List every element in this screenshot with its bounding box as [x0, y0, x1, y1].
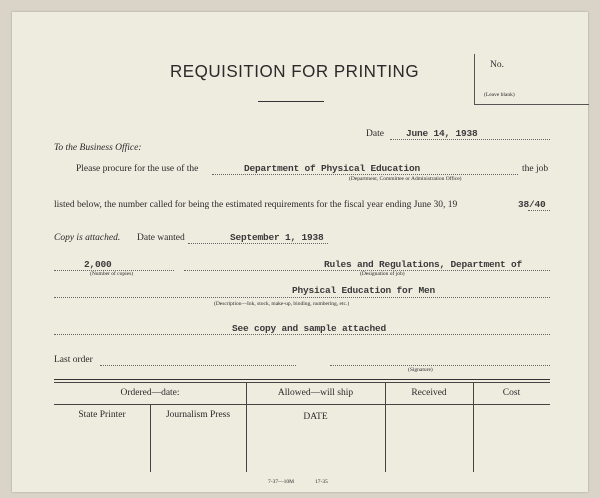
fiscal-year: 38/40 [518, 199, 546, 210]
table-top-rule-2 [54, 382, 550, 383]
signature-caption: (Signature) [408, 367, 433, 373]
listed-line: listed below, the number called for being the estimated requirements for the fiscal year ending June 30, 19 [54, 200, 458, 210]
description-caption: (Description—Ink, stock, make-up, binding, numbering, etc.) [214, 301, 350, 307]
date-wanted-label: Date wanted [137, 233, 185, 243]
header-allowed: Allowed—will ship [277, 388, 354, 398]
date-wanted-value: September 1, 1938 [230, 232, 324, 243]
procure-caption: (Department, Committee or Administration Office) [349, 176, 462, 182]
order-table [54, 379, 550, 472]
sub-date: DATE [303, 412, 328, 422]
table-header-rule [54, 404, 550, 405]
salutation: To the Business Office: [54, 143, 142, 153]
procure-value: Department of Physical Education [244, 163, 421, 174]
sub-state-printer: State Printer [78, 410, 126, 420]
copies-caption: (Number of copies) [90, 271, 134, 277]
number-label: No. [490, 60, 504, 70]
date-value: June 14, 1938 [406, 128, 478, 139]
signature-dots [330, 365, 550, 366]
sub-journalism-press: Journalism Press [165, 410, 231, 420]
job-line2: Physical Education for Men [292, 285, 436, 296]
last-order-label: Last order [54, 355, 93, 365]
header-received: Received [411, 388, 447, 398]
copy-attached: Copy is attached. [54, 233, 121, 243]
procure-prefix: Please procure for the use of the [76, 164, 199, 174]
fiscal-year-dots [528, 210, 550, 211]
job-line2-dots [54, 297, 550, 298]
form-code-2: 17-35 [315, 479, 328, 485]
date-wanted-dots [188, 243, 328, 244]
copies-value: 2,000 [84, 259, 112, 270]
date-dots [390, 139, 550, 140]
leave-blank-note: (Leave blank) [484, 92, 515, 98]
table-top-rule [54, 379, 550, 380]
last-order-dots [100, 365, 296, 366]
title-underline [258, 101, 324, 102]
procure-dots [212, 174, 518, 175]
description-dots [54, 334, 550, 335]
date-label: Date [366, 129, 384, 139]
procure-suffix: the job [522, 164, 549, 174]
job-caption: (Designation of job) [360, 271, 405, 277]
header-ordered: Ordered—date: [120, 388, 180, 398]
description-value: See copy and sample attached [232, 323, 387, 334]
form-code-1: 7-37—10M [268, 479, 294, 485]
header-cost: Cost [502, 388, 521, 398]
form-title: REQUISITION FOR PRINTING [170, 61, 420, 82]
job-line1: Rules and Regulations, Department of [324, 259, 523, 270]
